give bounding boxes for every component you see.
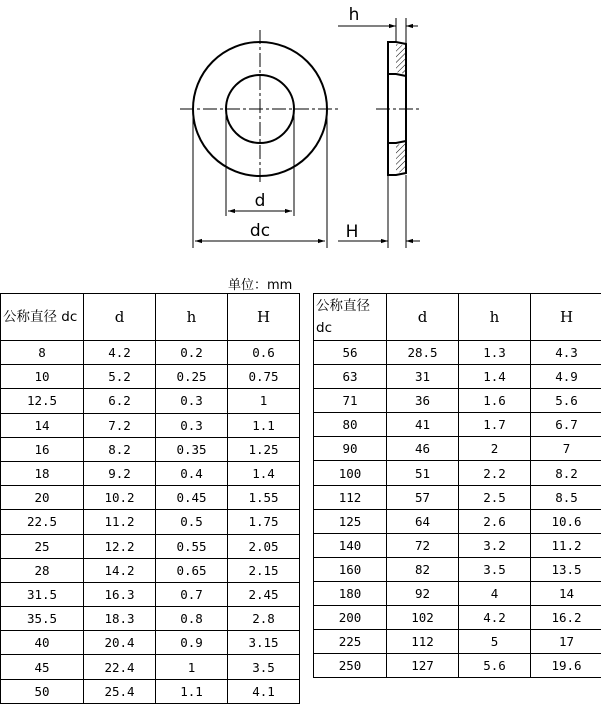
cell-dc: 100 (314, 461, 387, 485)
cell-h: 0.4 (156, 461, 228, 485)
table-row (1, 365, 300, 389)
cell-d: 31 (387, 365, 459, 389)
cell-H: 16.2 (531, 606, 601, 630)
cell-d: 127 (387, 654, 459, 678)
cell-H: 2.15 (228, 558, 300, 582)
cell-dc: 25 (1, 534, 84, 558)
header-h: h (156, 294, 228, 341)
cell-d: 112 (387, 630, 459, 654)
table-row (1, 534, 300, 558)
cell-dc: 180 (314, 581, 387, 605)
table-row (1, 389, 300, 413)
cell-dc: 22.5 (1, 510, 84, 534)
cell-dc: 45 (1, 655, 84, 679)
cell-H: 19.6 (531, 654, 601, 678)
cell-d: 102 (387, 606, 459, 630)
cell-dc: 10 (1, 365, 84, 389)
cell-dc: 200 (314, 606, 387, 630)
cell-H: 17 (531, 630, 601, 654)
dimension-h-label: h (349, 5, 360, 25)
cell-dc: 8 (1, 341, 84, 365)
cell-d: 64 (387, 509, 459, 533)
cell-H: 1.75 (228, 510, 300, 534)
cell-dc: 71 (314, 389, 387, 413)
cell-H: 3.5 (228, 655, 300, 679)
table-row (314, 606, 601, 630)
cell-dc: 35.5 (1, 607, 84, 631)
table-header-row (1, 294, 300, 341)
cell-H: 4.1 (228, 679, 300, 703)
cell-d: 14.2 (84, 558, 156, 582)
cell-dc: 18 (1, 461, 84, 485)
cell-dc: 125 (314, 509, 387, 533)
cell-h: 0.65 (156, 558, 228, 582)
cell-d: 51 (387, 461, 459, 485)
cell-dc: 40 (1, 631, 84, 655)
cell-d: 6.2 (84, 389, 156, 413)
dimension-H-label: H (346, 222, 359, 242)
cell-dc: 250 (314, 654, 387, 678)
cell-H: 1.25 (228, 437, 300, 461)
table-row (1, 655, 300, 679)
cell-H: 3.15 (228, 631, 300, 655)
cell-h: 1.4 (459, 365, 531, 389)
table-row (1, 461, 300, 485)
cell-h: 0.9 (156, 631, 228, 655)
cell-d: 10.2 (84, 486, 156, 510)
header-d: d (387, 294, 459, 341)
cell-h: 0.55 (156, 534, 228, 558)
table-body (1, 341, 300, 704)
table-row (314, 413, 601, 437)
cell-d: 22.4 (84, 655, 156, 679)
cell-H: 2.05 (228, 534, 300, 558)
cell-h: 4 (459, 581, 531, 605)
cell-d: 12.2 (84, 534, 156, 558)
table-row (314, 461, 601, 485)
cell-H: 1.1 (228, 413, 300, 437)
cell-dc: 80 (314, 413, 387, 437)
cell-H: 1 (228, 389, 300, 413)
cell-h: 3.2 (459, 533, 531, 557)
cell-h: 2.2 (459, 461, 531, 485)
cell-h: 0.3 (156, 389, 228, 413)
table-row (314, 389, 601, 413)
cell-h: 1 (156, 655, 228, 679)
dimension-d-label: d (255, 191, 266, 211)
cell-H: 4.9 (531, 365, 601, 389)
cell-h: 0.7 (156, 582, 228, 606)
header-nominal-diameter: 公称直径 dc (314, 294, 387, 341)
cell-H: 5.6 (531, 389, 601, 413)
cell-H: 1.55 (228, 486, 300, 510)
table-row (1, 437, 300, 461)
cell-dc: 12.5 (1, 389, 84, 413)
cell-H: 7 (531, 437, 601, 461)
cell-h: 2.5 (459, 485, 531, 509)
cell-dc: 28 (1, 558, 84, 582)
cell-h: 1.7 (459, 413, 531, 437)
cell-d: 41 (387, 413, 459, 437)
cell-H: 10.6 (531, 509, 601, 533)
cell-H: 14 (531, 581, 601, 605)
cell-H: 1.4 (228, 461, 300, 485)
spec-table-left (0, 293, 300, 704)
cell-h: 3.5 (459, 557, 531, 581)
cell-dc: 50 (1, 679, 84, 703)
cell-h: 0.35 (156, 437, 228, 461)
cell-dc: 16 (1, 437, 84, 461)
table-row (1, 582, 300, 606)
cell-h: 2 (459, 437, 531, 461)
cell-d: 25.4 (84, 679, 156, 703)
front-view (180, 30, 340, 248)
cell-h: 5 (459, 630, 531, 654)
cell-h: 4.2 (459, 606, 531, 630)
cell-H: 8.5 (531, 485, 601, 509)
table-row (1, 341, 300, 365)
cell-d: 5.2 (84, 365, 156, 389)
cell-d: 82 (387, 557, 459, 581)
table-row (314, 630, 601, 654)
cell-d: 20.4 (84, 631, 156, 655)
cell-d: 57 (387, 485, 459, 509)
cell-h: 1.6 (459, 389, 531, 413)
table-row (1, 679, 300, 703)
spec-table-right (313, 293, 601, 678)
cell-H: 6.7 (531, 413, 601, 437)
cell-dc: 31.5 (1, 582, 84, 606)
cell-d: 92 (387, 581, 459, 605)
cell-h: 2.6 (459, 509, 531, 533)
cell-d: 36 (387, 389, 459, 413)
table-row (314, 365, 601, 389)
unit-label: 单位：mm (228, 274, 292, 293)
cell-dc: 14 (1, 413, 84, 437)
cell-d: 11.2 (84, 510, 156, 534)
cell-dc: 56 (314, 341, 387, 365)
cell-d: 16.3 (84, 582, 156, 606)
cell-d: 28.5 (387, 341, 459, 365)
cell-H: 0.6 (228, 341, 300, 365)
cell-dc: 140 (314, 533, 387, 557)
cell-h: 0.2 (156, 341, 228, 365)
table-row (314, 485, 601, 509)
dimension-dc-label: dc (250, 221, 270, 241)
table-row (1, 413, 300, 437)
cell-dc: 63 (314, 365, 387, 389)
cell-H: 8.2 (531, 461, 601, 485)
side-view (338, 5, 420, 248)
cell-h: 1.3 (459, 341, 531, 365)
table-row (1, 558, 300, 582)
cell-d: 4.2 (84, 341, 156, 365)
header-H: H (531, 294, 601, 341)
table-row (314, 341, 601, 365)
table-body (314, 341, 601, 678)
table-row (1, 510, 300, 534)
table-row (1, 631, 300, 655)
cell-H: 11.2 (531, 533, 601, 557)
cell-d: 18.3 (84, 607, 156, 631)
cell-h: 0.8 (156, 607, 228, 631)
cell-dc: 160 (314, 557, 387, 581)
cell-d: 9.2 (84, 461, 156, 485)
cell-h: 0.45 (156, 486, 228, 510)
washer-technical-drawing (0, 0, 601, 272)
cell-h: 0.3 (156, 413, 228, 437)
cell-dc: 90 (314, 437, 387, 461)
table-row (314, 654, 601, 678)
header-h: h (459, 294, 531, 341)
header-H: H (228, 294, 300, 341)
cell-H: 0.75 (228, 365, 300, 389)
cell-h: 0.5 (156, 510, 228, 534)
cell-H: 2.45 (228, 582, 300, 606)
header-d: d (84, 294, 156, 341)
cell-H: 2.8 (228, 607, 300, 631)
table-row (314, 581, 601, 605)
cell-dc: 112 (314, 485, 387, 509)
table-row (314, 533, 601, 557)
header-nominal-diameter: 公称直径 dc (1, 294, 84, 341)
cell-h: 5.6 (459, 654, 531, 678)
cell-d: 7.2 (84, 413, 156, 437)
table-row (1, 607, 300, 631)
table-row (314, 509, 601, 533)
cell-h: 1.1 (156, 679, 228, 703)
table-row (314, 557, 601, 581)
table-row (314, 437, 601, 461)
cell-h: 0.25 (156, 365, 228, 389)
cell-H: 4.3 (531, 341, 601, 365)
cell-d: 72 (387, 533, 459, 557)
cell-H: 13.5 (531, 557, 601, 581)
cell-dc: 20 (1, 486, 84, 510)
table-row (1, 486, 300, 510)
cell-d: 46 (387, 437, 459, 461)
cell-d: 8.2 (84, 437, 156, 461)
cell-dc: 225 (314, 630, 387, 654)
table-header-row (314, 294, 601, 341)
